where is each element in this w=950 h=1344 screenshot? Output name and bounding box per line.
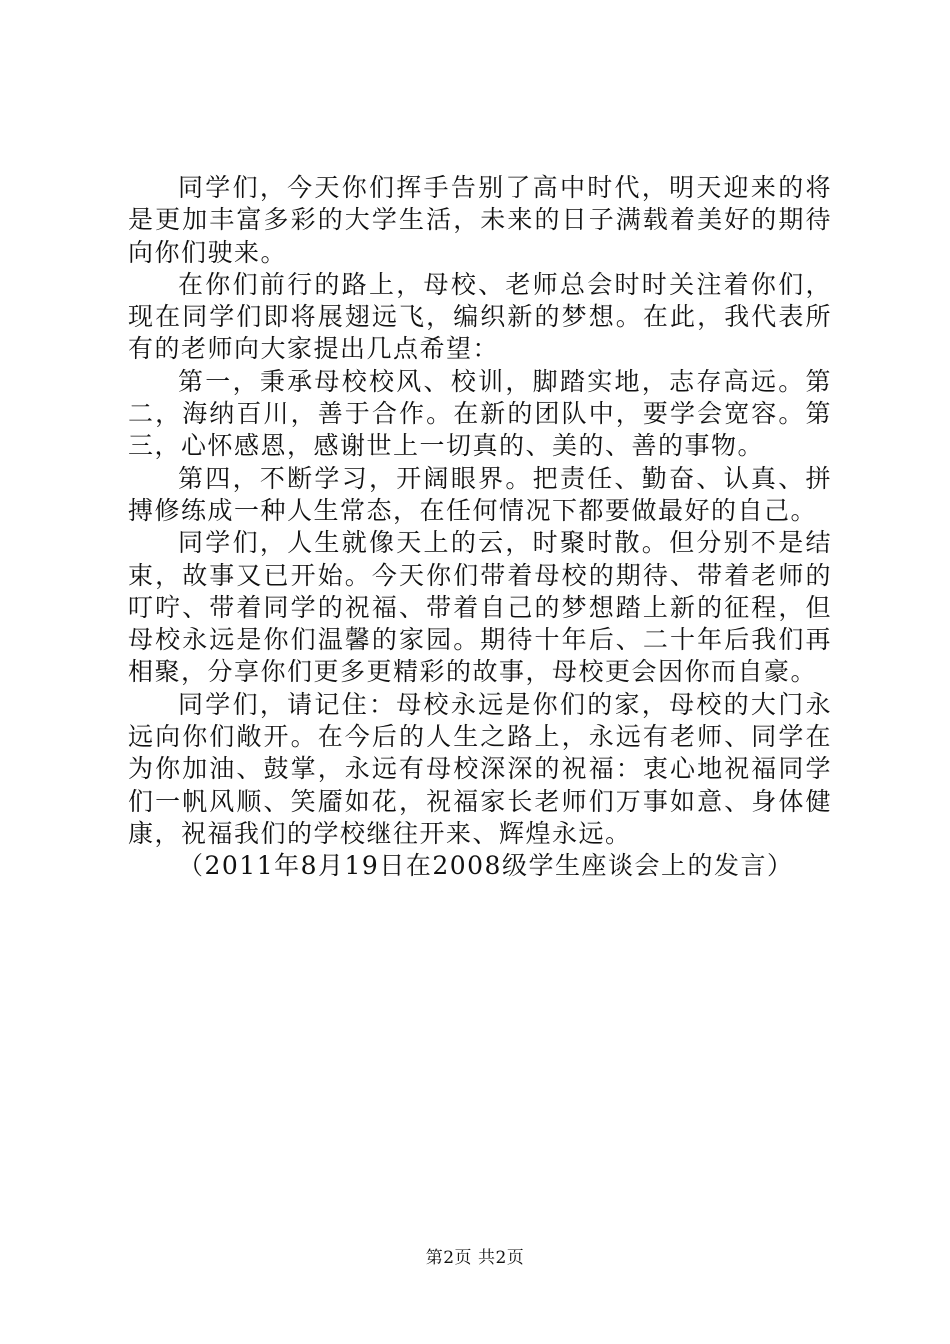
paragraph-school-care: 在你们前行的路上，母校、老师总会时时关注着你们，现在同学们即将展翅远飞，编织新的梦想。在此，我代表所有的老师向大家提出几点希望： (128, 269, 832, 364)
paragraph-remember: 同学们，请记住：母校永远是你们的家，母校的大门永远向你们敞开。在今后的人生之路上，永远有老师、同学在为你加油、鼓掌，永远有母校深深的祝福：衷心地祝福同学们一帆风顺、笑靥如花，祝福家长老师们万事如意、身体健康，祝福我们的学校继往开来、辉煌永远。 (128, 689, 832, 848)
document-body (128, 172, 832, 883)
paragraph-hopes-one-to-three: 第一，秉承母校校风、校训，脚踏实地，志存高远。第二，海纳百川，善于合作。在新的团队中，要学会宽容。第三，心怀感恩，感谢世上一切真的、美的、善的事物。 (128, 366, 832, 461)
paragraph-clouds: 同学们，人生就像天上的云，时聚时散。但分别不是结束，故事又已开始。今天你们带着母校的期待、带着老师的叮咛、带着同学的祝福、带着自己的梦想踏上新的征程，但母校永远是你们温馨的家园。期待十年后、二十年后我们再相聚，分享你们更多更精彩的故事，母校更会因你而自豪。 (128, 528, 832, 687)
page-number-footer: 第2页 共2页 (425, 1248, 525, 1268)
speech-date-note: （2011年8月19日在2008级学生座谈会上的发言） (178, 851, 794, 881)
paragraph-farewell: 同学们，今天你们挥手告别了高中时代，明天迎来的将是更加丰富多彩的大学生活，未来的日子满载着美好的期待向你们驶来。 (128, 173, 832, 267)
paragraph-hope-four: 第四，不断学习，开阔眼界。把责任、勤奋、认真、拼搏修练成一种人生常态，在任何情况下都要做最好的自己。 (128, 463, 832, 525)
